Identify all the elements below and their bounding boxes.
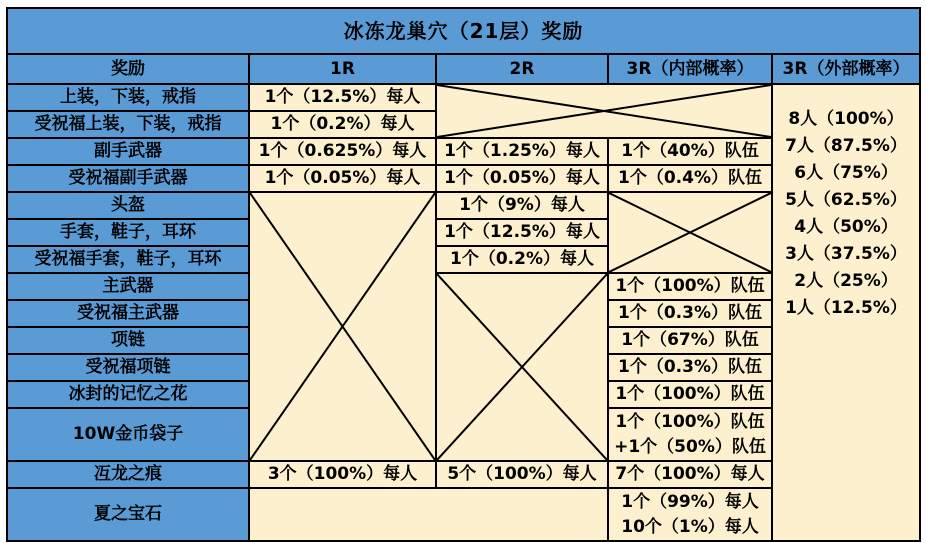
cell-3r-inner-line2: 10个（1%）每人 <box>621 516 759 537</box>
reward-label: 主武器 <box>7 273 249 300</box>
column-header-3r-outer: 3R（外部概率） <box>772 54 920 84</box>
table-title: 冰冻龙巢穴（21层）奖励 <box>7 8 920 54</box>
crossed-cell-3r-inner <box>608 192 772 273</box>
cell-2r: 1个（0.05%）每人 <box>436 165 608 192</box>
column-header-1r: 1R <box>249 54 436 84</box>
cell-2r: 1个（1.25%）每人 <box>436 138 608 165</box>
cell-3r-inner: 1个（0.3%）队伍 <box>608 354 772 381</box>
cell-3r-inner: 1个（40%）队伍 <box>608 138 772 165</box>
cell-1r: 1个（0.625%）每人 <box>249 138 436 165</box>
cell-3r-inner <box>608 408 772 461</box>
reward-label: 副手武器 <box>7 138 249 165</box>
column-header-2r: 2R <box>436 54 608 84</box>
cell-3r-inner-line1: 1个（99%）每人 <box>621 491 759 512</box>
reward-label: 冰封的记忆之花 <box>7 381 249 408</box>
outer-probability-line: 8人（100%） <box>788 109 904 129</box>
outer-probability-line: 2人（25%） <box>794 271 898 291</box>
cell-3r-inner: 1个（67%）队伍 <box>608 327 772 354</box>
cell-1r: 1个（0.2%）每人 <box>249 111 436 138</box>
cell-1r: 1个（0.05%）每人 <box>249 165 436 192</box>
reward-label: 头盔 <box>7 192 249 219</box>
cell-3r-inner-line2: +1个（50%）队伍 <box>614 436 766 457</box>
outer-probability-line: 6人（75%） <box>794 163 898 183</box>
column-header-3r-inner: 3R（内部概率） <box>608 54 772 84</box>
outer-probability-line: 7人（87.5%） <box>785 136 907 156</box>
x-mark-icon <box>250 193 435 460</box>
outer-probability-line: 5人（62.5%） <box>785 190 907 210</box>
table-row <box>7 84 920 111</box>
crossed-cell-2r <box>436 273 608 461</box>
reward-label: 受祝福手套，鞋子，耳环 <box>7 246 249 273</box>
cell-3r-inner-line1: 1个（100%）队伍 <box>615 411 765 432</box>
cell-2r: 1个（0.2%）每人 <box>436 246 608 273</box>
cell-1r: 3个（100%）每人 <box>249 461 436 488</box>
outer-probability-cell <box>772 84 920 541</box>
cell-1r: 1个（12.5%）每人 <box>249 84 436 111</box>
reward-label: 受祝福主武器 <box>7 300 249 327</box>
reward-label: 冱龙之痕 <box>7 461 249 488</box>
crossed-cell-1r <box>249 192 436 461</box>
outer-probability-line: 4人（50%） <box>794 217 898 237</box>
reward-label: 夏之宝石 <box>7 488 249 541</box>
x-mark-icon <box>609 193 771 272</box>
cell-3r-inner: 1个（100%）队伍 <box>608 273 772 300</box>
cell-2r: 5个（100%）每人 <box>436 461 608 488</box>
cell-3r-inner <box>608 488 772 541</box>
reward-label: 项链 <box>7 327 249 354</box>
outer-probability-list <box>775 85 917 322</box>
reward-label: 受祝福项链 <box>7 354 249 381</box>
empty-cell-1r-2r <box>249 488 608 541</box>
reward-label: 受祝福副手武器 <box>7 165 249 192</box>
cell-3r-inner: 7个（100%）每人 <box>608 461 772 488</box>
x-mark-icon <box>437 274 607 460</box>
cell-3r-inner: 1个（0.4%）队伍 <box>608 165 772 192</box>
cell-3r-inner: 1个（0.3%）队伍 <box>608 300 772 327</box>
reward-label: 上装，下装，戒指 <box>7 84 249 111</box>
cell-2r: 1个（9%）每人 <box>436 192 608 219</box>
reward-label: 受祝福上装，下装，戒指 <box>7 111 249 138</box>
outer-probability-line: 1人（12.5%） <box>785 298 907 318</box>
cell-2r: 1个（12.5%）每人 <box>436 219 608 246</box>
reward-label: 手套，鞋子，耳环 <box>7 219 249 246</box>
reward-label: 10W金币袋子 <box>7 408 249 461</box>
crossed-cell-2r-3r <box>436 84 772 138</box>
column-header-reward: 奖励 <box>7 54 249 84</box>
reward-table <box>6 7 921 542</box>
x-mark-icon <box>437 85 771 137</box>
cell-3r-inner: 1个（100%）队伍 <box>608 381 772 408</box>
outer-probability-line: 3人（37.5%） <box>785 244 907 264</box>
